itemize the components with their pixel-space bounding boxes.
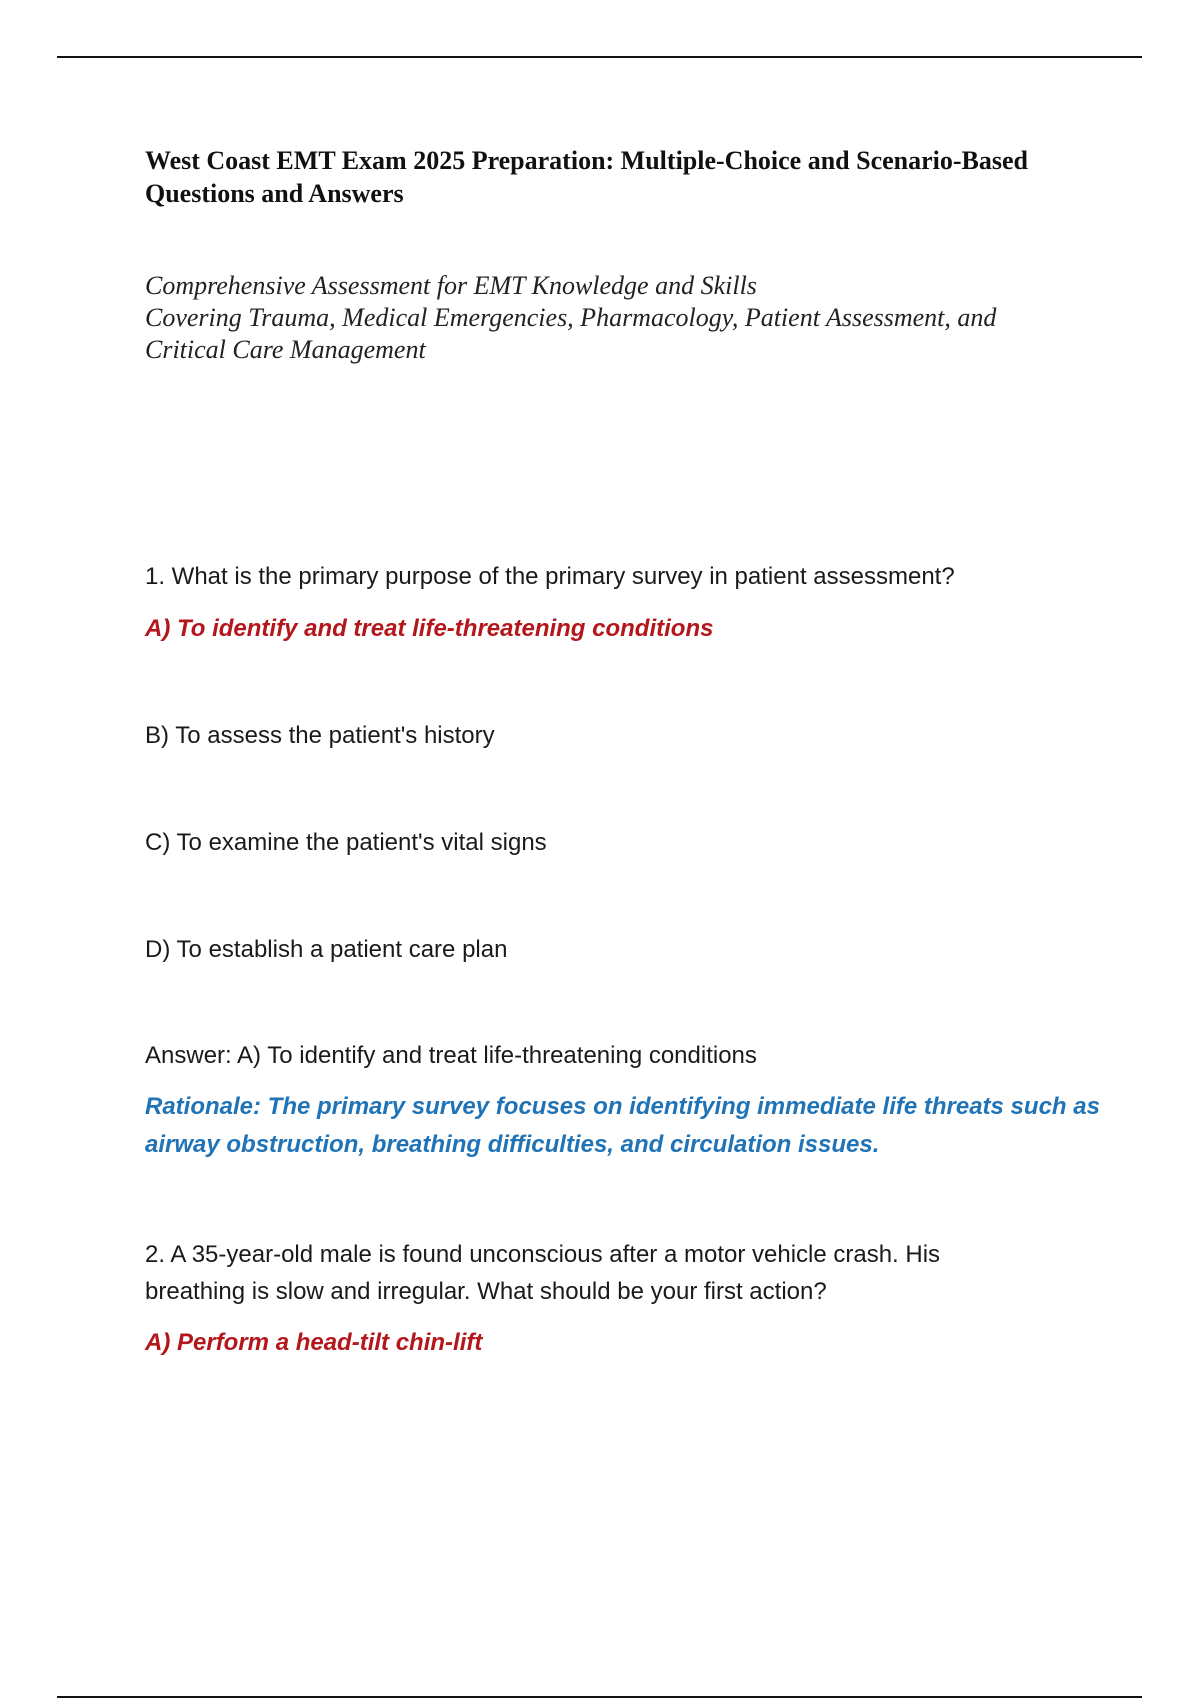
- rationale-text: Rationale: The primary survey focuses on identifying immediate life threats such as airway obstruction, breathing difficulties, and circulation issues.: [145, 1093, 1100, 1158]
- option-d: D) To establish a patient care plan: [145, 936, 508, 963]
- subtitle-line: Comprehensive Assessment for EMT Knowledge and Skills: [145, 271, 757, 300]
- subtitle-line: Critical Care Management: [145, 335, 426, 364]
- correct-option: A) To identify and treat life-threatening conditions: [145, 615, 714, 642]
- question-text: 1. What is the primary purpose of the primary survey in patient assessment?: [145, 563, 955, 590]
- answer-line: Answer: A) To identify and treat life-threatening conditions: [145, 1042, 757, 1069]
- question-1: [145, 558, 1105, 1164]
- question-2: [145, 1236, 1045, 1361]
- question-text: 2. A 35-year-old male is found unconscious after a motor vehicle crash. His breathing is slow and irregular. What should be your first action?: [145, 1241, 941, 1305]
- document-subtitle: [145, 270, 1105, 366]
- option-b: B) To assess the patient's history: [145, 722, 495, 749]
- correct-option: A) Perform a head-tilt chin-lift: [145, 1329, 483, 1356]
- option-c: C) To examine the patient's vital signs: [145, 829, 547, 856]
- subtitle-line: Covering Trauma, Medical Emergencies, Pharmacology, Patient Assessment, and: [145, 303, 997, 332]
- footer-rule: [57, 1696, 1142, 1698]
- document-title: West Coast EMT Exam 2025 Preparation: Multiple-Choice and Scenario-Based Questions and Answers: [145, 146, 1029, 208]
- document-header: [145, 144, 1105, 366]
- header-rule: [57, 56, 1142, 58]
